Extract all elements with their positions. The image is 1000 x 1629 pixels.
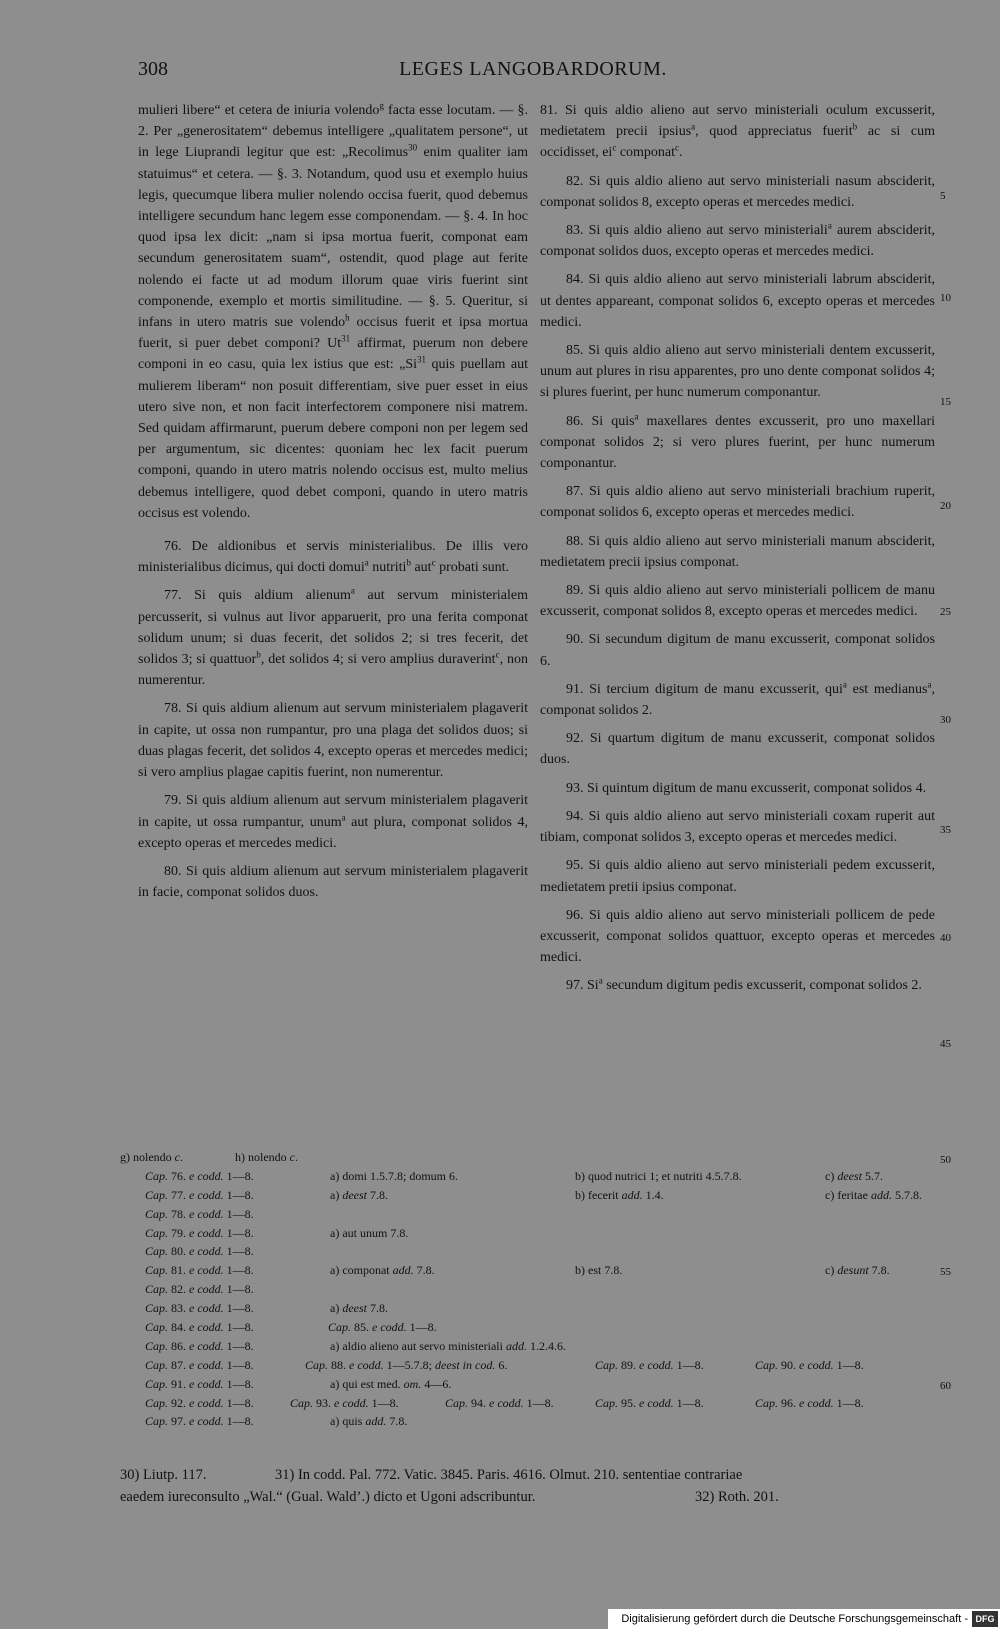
footnote-cell: eaedem iureconsulto „Wal.“ (Gual. Wald’.) dicto et Ugoni adscribuntur.: [120, 1489, 536, 1505]
note-cell: h) nolendo c.: [235, 1150, 298, 1164]
right-paragraph: 97. Si$^a$ secundum digitum pedis excusserit, componat solidos 2.: [566, 975, 922, 994]
note-cell: Cap. 78. e codd. 1—8.: [145, 1206, 254, 1221]
right-paragraph: 95. Si quis aldio alieno aut servo ministeriali pedem excusserit, medietatem pretii ipsius componat.: [540, 858, 935, 895]
footnote-cell: 30) Liutp. 117.: [120, 1467, 207, 1483]
footnote-row: [120, 1464, 940, 1486]
note-row: [120, 1318, 940, 1337]
note-cell: g) nolendo c.: [120, 1150, 183, 1164]
note-cell: Cap. 85. e codd. 1—8.: [328, 1320, 437, 1335]
line-number: 40: [940, 932, 951, 944]
right-paragraph: 90. Si secundum digitum de manu excusserit, componat solidos 6.: [540, 632, 935, 669]
note-cell: Cap. 79. e codd. 1—8.: [145, 1225, 254, 1240]
note-row: [120, 1261, 940, 1280]
note-cell: Cap. 82. e codd. 1—8.: [145, 1282, 254, 1297]
right-paragraph: 86. Si quis$^a$ maxellares dentes excusserit, pro uno maxellari componat solidos 2; si vero plures fuerint, per hunc numerum componantur.: [540, 410, 936, 472]
note-cell: Cap. 86. e codd. 1—8.: [145, 1338, 254, 1353]
note-cell: a) qui est med. om. 4—6.: [330, 1376, 452, 1391]
line-number: 50: [940, 1154, 951, 1166]
note-cell: a) domi 1.5.7.8; domum 6.: [330, 1168, 458, 1183]
note-row: [120, 1375, 940, 1394]
note-cell: b) quod nutrici 1; et nutriti 4.5.7.8.: [575, 1168, 742, 1183]
left-paragraph: 77. Si quis aldium alienum$^a$ aut servum ministerialem percusserit, si vulnus aut livor apparuerit, pro una ferita componat solidum unum; si duas fecerit, det solidos 2; si tres fecerit, det solidos 3; si quattuor$^b$, det solidos 4; si vero amplius duraverint$^c$, non numerentur.: [138, 585, 529, 689]
right-paragraph: 81. Si quis aldio alieno aut servo ministeriali oculum excusserit, medietatem precii ipsius$^a$, quod appreciatus fuerit$^b$ ac si cum occidisset, $ei^c$ componat$^c$.: [540, 103, 935, 161]
note-cell: Cap. 80. e codd. 1—8.: [145, 1244, 254, 1259]
note-row: [120, 1394, 940, 1413]
note-row: [120, 1205, 940, 1224]
note-cell: a) aldio alieno aut servo ministeriali add. 1.2.4.6.: [330, 1338, 566, 1353]
line-number: 55: [940, 1266, 951, 1278]
banner-text: Digitalisierung gefördert durch die Deutsche Forschungsgemeinschaft -: [621, 1613, 968, 1625]
footnotes: [120, 1464, 940, 1508]
note-cell: Cap. 87. e codd. 1—8.: [145, 1357, 254, 1372]
note-cell: c) feritae add. 5.7.8.: [825, 1187, 922, 1202]
footnote-cell: 31) In codd. Pal. 772. Vatic. 3845. Paris. 4616. Olmut. 210. sententiae contrariae: [275, 1467, 743, 1483]
note-cell: Cap. 95. e codd. 1—8.: [595, 1395, 704, 1410]
right-paragraph: 84. Si quis aldio alieno aut servo ministeriali labrum absciderit, ut dentes appareant, componat solidos 6, excepto operas et mercedes medici.: [540, 272, 935, 330]
note-cell: b) est 7.8.: [575, 1263, 623, 1278]
right-paragraph: 92. Si quartum digitum de manu excusserit, componat solidos duos.: [540, 731, 935, 768]
note-cell: Cap. 84. e codd. 1—8.: [145, 1320, 254, 1335]
dfg-banner: [608, 1609, 1000, 1629]
note-cell: Cap. 93. e codd. 1—8.: [290, 1395, 399, 1410]
note-row: [120, 1186, 940, 1205]
right-paragraph: 83. Si quis aldio alieno aut servo ministeriali$^a$ aurem absciderit, componat solidos duos, excepto operas et mercedes medici.: [540, 220, 935, 260]
line-number: 35: [940, 824, 951, 836]
note-cell: c) deest 5.7.: [825, 1168, 883, 1183]
footnote-cell: 32) Roth. 201.: [695, 1489, 779, 1505]
note-cell: a) deest 7.8.: [330, 1301, 388, 1316]
right-paragraph: 96. Si quis aldio alieno aut servo ministeriali pollicem de pede excusserit, componat solidos quattuor, excepto operas et mercedes medici.: [540, 907, 935, 966]
right-paragraph: 93. Si quintum digitum de manu excusserit, componat solidos 4.: [566, 780, 927, 796]
note-cell: c) desunt 7.8.: [825, 1263, 890, 1278]
left-paragraph: mulieri libere“ et cetera de iniuria volendo$^g$ facta esse locutam. — §. 2. Per „generositatem“ debemus intelligere „qualitatem persone“, ut in lege Liuprandi legitur que est: „Recolimus$^{30}$ enim qualiter iam statuimus“ et cetera. — §. 3. Notandum, quod usu et exemplo huius legis, quecumque libera mulier nolendo occisa fuerit, quod debemus intelligere secundum hanc legem esse componendam. — §. 4. In hoc quod ipsa lex dicit: „nam si ipsa mortua fuerit, componat eam secundum generositatem suam“, ostendit, quod plage aut ferite nolendo ei facte ut ad modum illorum quae viris fuerint sint componende, exemplo et mortis similitudine. — §. 5. Queritur, si infans in utero matris sue volendo$^h$ occisus fuerit et ipsa mortua fuerit, si puer debet componi? Ut$^{31}$ affirmat, puerum non debere componi in eo casu, quia lex istius que est: „Si$^{31}$ quis puellam aut mulierem liberam“ non posuit differentiam, sive puer esset in eius utero sive non, et non facit interfectorem componere nisi matrem. Sed quidam affirmarunt, puerum debere componi non per legem sed per argumentum, sic dicentes: quoniam hec lex facit puerum componi, quando in utero matris nolendo occisus est, multo melius debemus intelligere, quod debet componi, quando in utero matris occisus est volendo.: [138, 100, 529, 521]
note-cell: Cap. 83. e codd. 1—8.: [145, 1301, 254, 1316]
note-row: [120, 1224, 940, 1243]
line-number: 10: [940, 292, 951, 304]
note-row: [120, 1280, 940, 1299]
note-row: [120, 1167, 940, 1186]
right-paragraph: 85. Si quis aldio alieno aut servo ministeriali dentem excusserit, unum aut plures in risu apparentes, pro uno dente componat solidos 4; si plures fuerint, per hunc numerum componantur.: [540, 343, 935, 401]
note-cell: Cap. 92. e codd. 1—8.: [145, 1395, 254, 1410]
line-number: 25: [940, 606, 951, 618]
note-cell: Cap. 96. e codd. 1—8.: [755, 1395, 864, 1410]
line-number: 5: [940, 190, 946, 202]
note-cell: Cap. 77. e codd. 1—8.: [145, 1187, 254, 1202]
left-paragraph: 79. Si quis aldium alienum aut servum ministerialem plagaverit in capite, ut ossa rumpantur, unum$^a$ aut plura, componat solidos 4, excepto operas et mercedes medici.: [138, 793, 528, 851]
line-number: 30: [940, 714, 951, 726]
left-paragraph: 78. Si quis aldium alienum aut servum ministerialem plagaverit in capite, ut ossa non rumpantur, pro una plaga det solidos duos; si duas plagas fecerit, det solidos 4, excepto operas et mercedes medici; si vero amplius plagae capitis fuerint, non numerentur.: [138, 701, 528, 781]
running-title: LEGES LANGOBARDORUM.: [399, 58, 667, 80]
dfg-logo: DFG: [972, 1611, 998, 1627]
note-row: [120, 1356, 940, 1375]
note-cell: a) deest 7.8.: [330, 1187, 388, 1202]
note-cell: Cap. 90. e codd. 1—8.: [755, 1357, 864, 1372]
note-row: [120, 1299, 940, 1318]
line-number: 20: [940, 500, 951, 512]
right-paragraph: 89. Si quis aldio alieno aut servo ministeriali pollicem de manu excusserit, componat solidos 8, excepto operas et mercedes medici.: [540, 583, 935, 620]
right-paragraph: 94. Si quis aldio alieno aut servo ministeriali coxam ruperit aut tibiam, componat solidos 3, excepto operas et mercedes medici.: [540, 808, 935, 846]
left-column: [138, 100, 528, 910]
note-cell: a) componat add. 7.8.: [330, 1263, 435, 1278]
note-cell: Cap. 94. e codd. 1—8.: [445, 1395, 554, 1410]
right-paragraph: 88. Si quis aldio alieno aut servo ministeriali manum absciderit, medietatem precii ipsius componat.: [540, 533, 935, 570]
note-cell: Cap. 88. e codd. 1—5.7.8; deest in cod. 6.: [305, 1357, 508, 1372]
note-cell: a) quis add. 7.8.: [330, 1414, 408, 1429]
right-paragraph: 87. Si quis aldio alieno aut servo ministeriali brachium ruperit, componat solidos 6, excepto operas et mercedes medici.: [540, 484, 935, 521]
left-paragraph: 76. De aldionibus et servis ministerialibus. De illis vero ministerialibus dicimus, qui docti domui$^a$ nutriti$^b$ aut$^c$ probati sunt.: [138, 539, 528, 576]
note-cell: b) fecerit add. 1.4.: [575, 1187, 664, 1202]
note-cell: Cap. 76. e codd. 1—8.: [145, 1168, 254, 1183]
page-number: 308: [138, 58, 168, 80]
line-number: 60: [940, 1380, 951, 1392]
note-cell: a) aut unum 7.8.: [330, 1225, 409, 1240]
line-numbers: [940, 100, 970, 1440]
note-cell: Cap. 89. e codd. 1—8.: [595, 1357, 704, 1372]
apparatus-notes: [120, 1148, 940, 1431]
page-header: [138, 58, 928, 88]
note-row: [120, 1412, 940, 1431]
note-cell: Cap. 81. e codd. 1—8.: [145, 1263, 254, 1278]
right-paragraph: 82. Si quis aldio alieno aut servo ministeriali nasum absciderit, componat solidos 8, excepto operas et mercedes medici.: [540, 173, 935, 210]
note-row: [120, 1337, 940, 1356]
right-column: [540, 100, 935, 1004]
footnote-row: [120, 1486, 940, 1508]
line-number: 15: [940, 396, 951, 408]
left-paragraph: 80. Si quis aldium alienum aut servum ministerialem plagaverit in facie, componat solidos duos.: [138, 863, 528, 901]
note-row: [120, 1242, 940, 1261]
note-cell: Cap. 97. e codd. 1—8.: [145, 1414, 254, 1429]
note-row: [120, 1148, 940, 1167]
right-paragraph: 91. Si tercium digitum de manu excusserit, qui$^a$ est medianus$^a$, componat solidos 2.: [540, 679, 935, 719]
note-cell: Cap. 91. e codd. 1—8.: [145, 1376, 254, 1391]
line-number: 45: [940, 1038, 951, 1050]
